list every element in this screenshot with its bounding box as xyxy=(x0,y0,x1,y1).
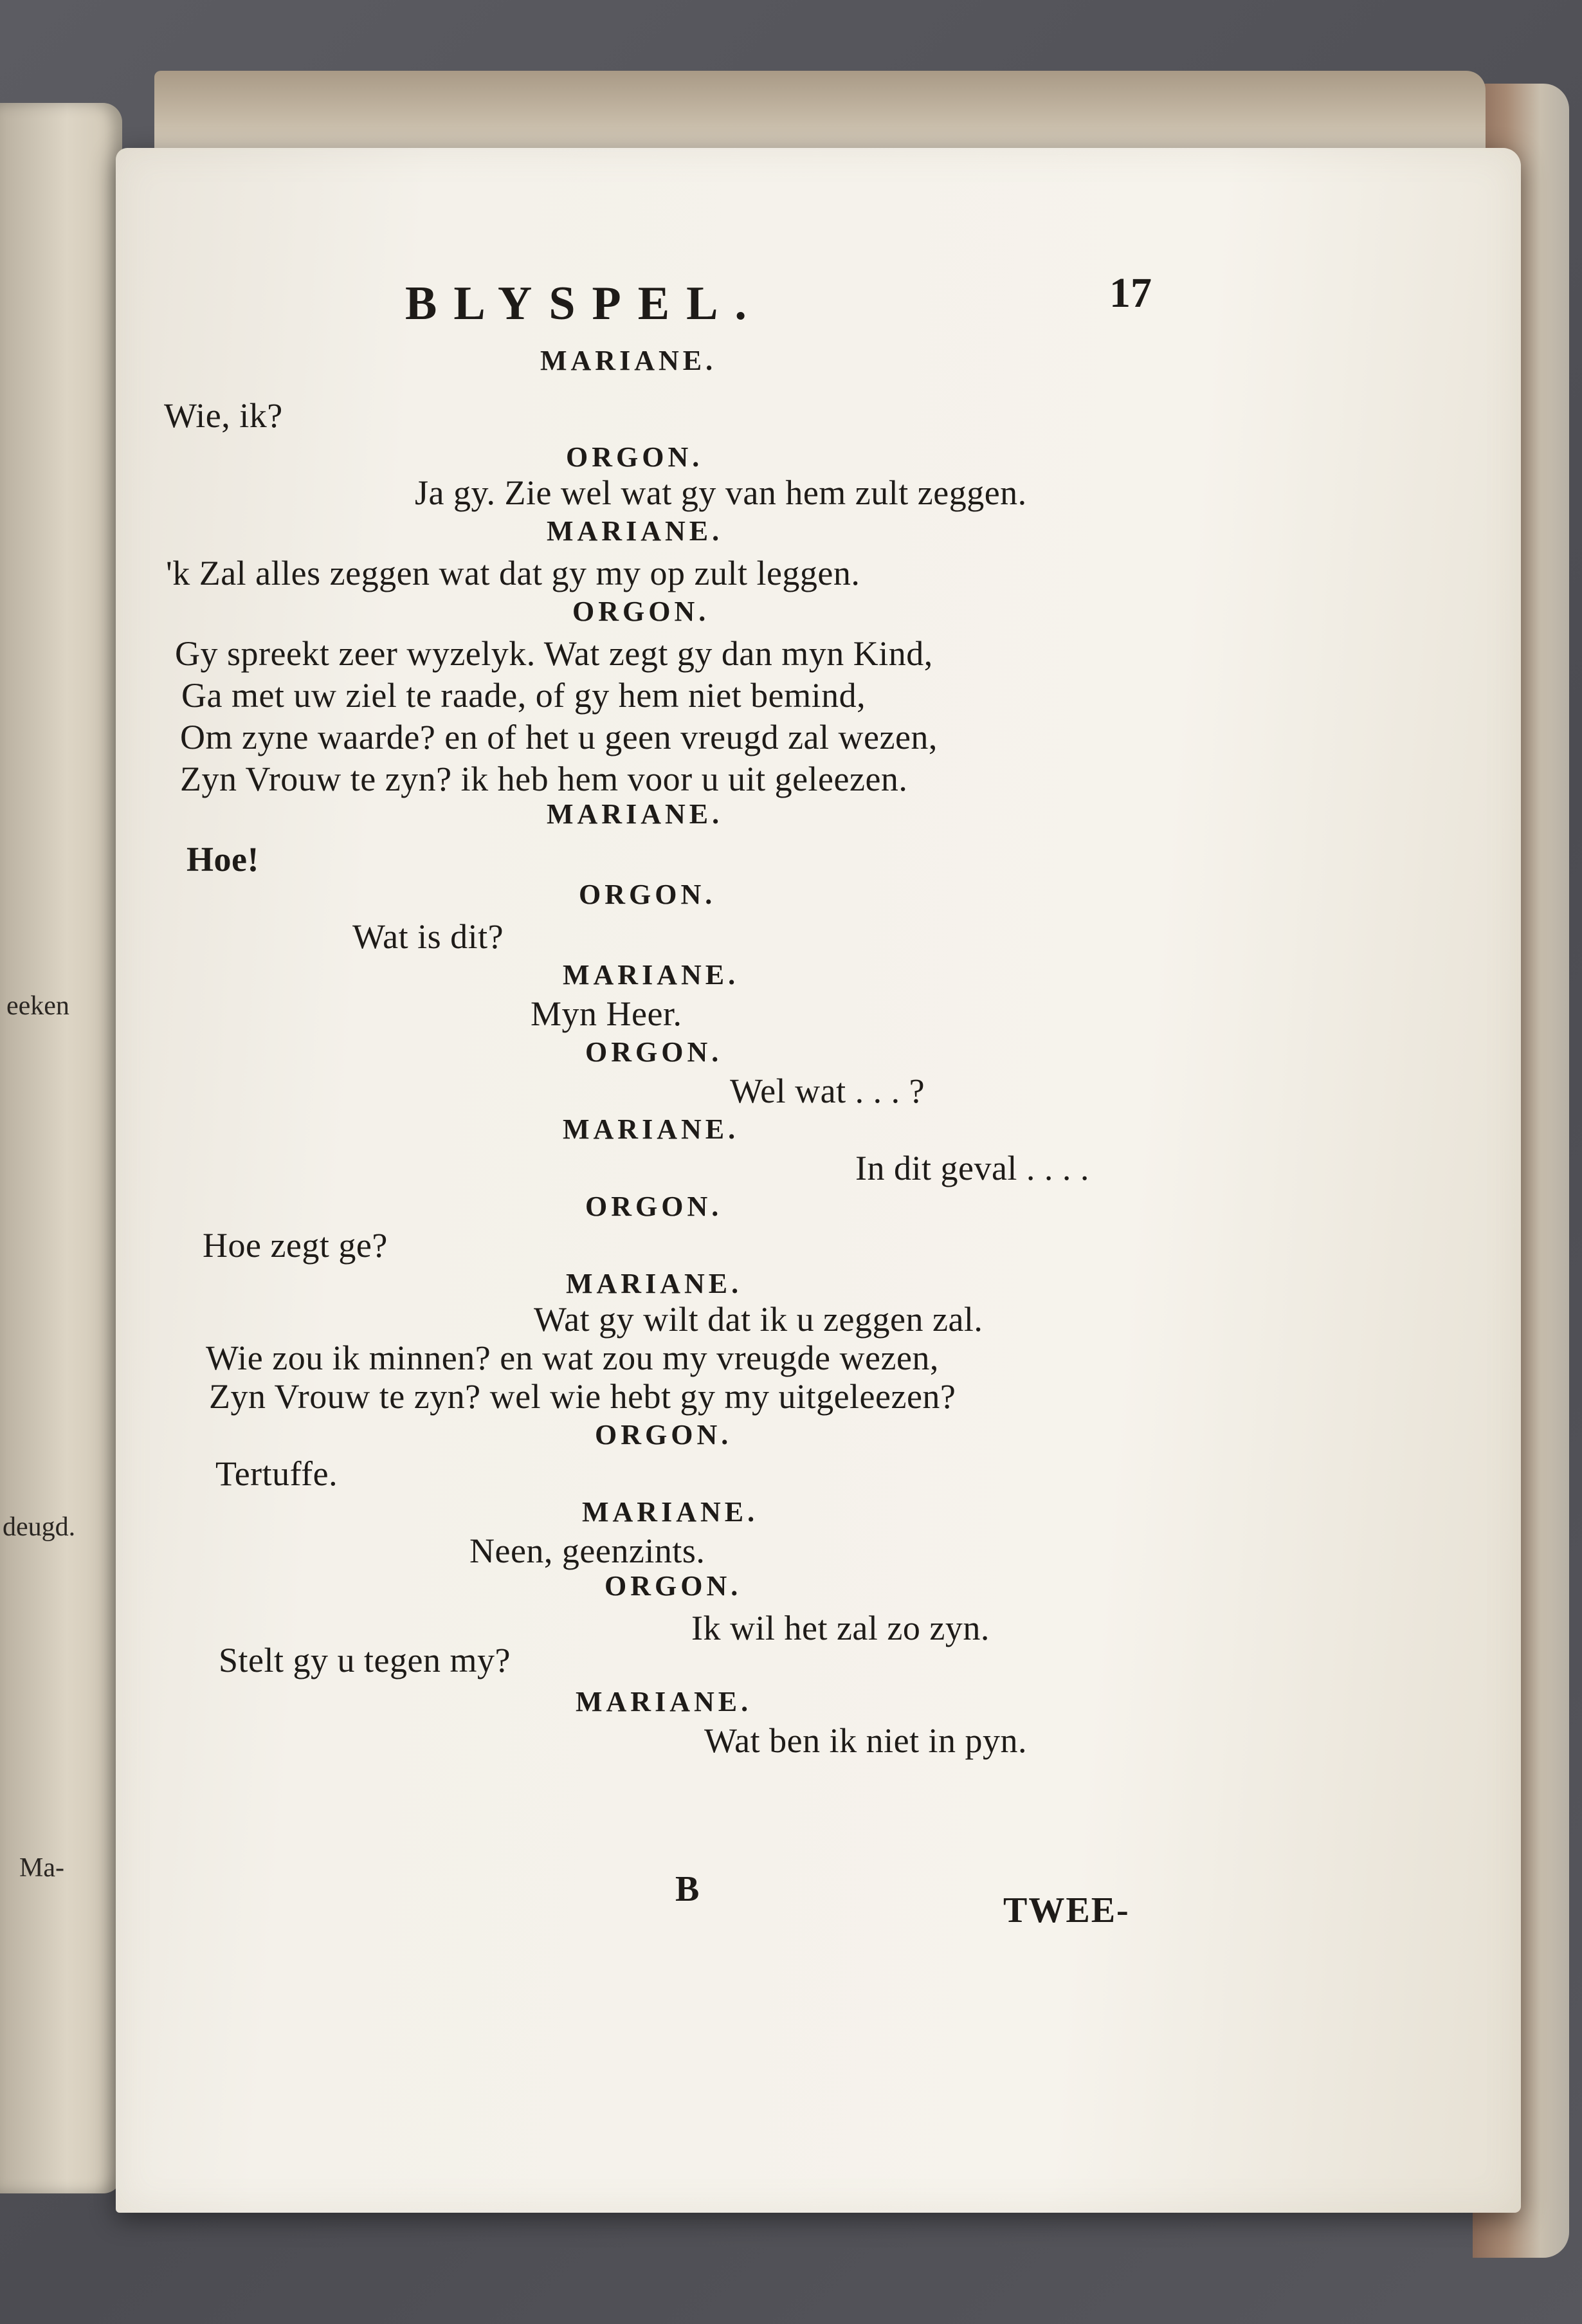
speaker-name: MARIANE. xyxy=(566,1268,743,1299)
verse-line: In dit geval . . . . xyxy=(855,1149,1089,1187)
page-number: 17 xyxy=(1109,270,1152,316)
verse-line: Hoe! xyxy=(186,840,259,879)
verse-line: Wat is dit? xyxy=(352,917,504,956)
left-page-fragment: eeken xyxy=(6,991,69,1021)
speaker-name: MARIANE. xyxy=(563,1113,740,1145)
verse-line: Ga met uw ziel te raade, of gy hem niet bemind, xyxy=(181,676,866,715)
verse-line: Tertuffe. xyxy=(215,1454,338,1493)
verse-line: Myn Heer. xyxy=(531,994,682,1033)
verse-line: Hoe zegt ge? xyxy=(203,1226,388,1265)
speaker-name: MARIANE. xyxy=(563,959,740,991)
verse-line: Wie, ik? xyxy=(164,396,283,435)
verse-line: Stelt gy u tegen my? xyxy=(219,1641,511,1679)
verse-line: Zyn Vrouw te zyn? wel wie hebt gy my uitgeleezen? xyxy=(209,1377,956,1416)
speaker-name: ORGON. xyxy=(605,1570,742,1602)
speaker-name: ORGON. xyxy=(566,441,704,473)
speaker-name: ORGON. xyxy=(585,1191,723,1222)
verse-line: Neen, geenzints. xyxy=(469,1532,705,1570)
speaker-name: MARIANE. xyxy=(547,798,723,830)
verse-line: 'k Zal alles zeggen wat dat gy my op zult leggen. xyxy=(166,554,860,592)
speaker-name: MARIANE. xyxy=(540,345,717,376)
signature-mark: B xyxy=(675,1869,700,1909)
verse-line: Ja gy. Zie wel wat gy van hem zult zeggen. xyxy=(415,473,1027,512)
verse-line: Wat ben ik niet in pyn. xyxy=(704,1721,1028,1760)
left-page-fragment: Ma- xyxy=(19,1853,64,1883)
left-page xyxy=(0,103,122,2193)
speaker-name: MARIANE. xyxy=(582,1496,759,1528)
speaker-name: MARIANE. xyxy=(576,1686,752,1717)
catchword: TWEE- xyxy=(1003,1890,1130,1930)
running-title: BLYSPEL. xyxy=(405,277,763,330)
book-page xyxy=(116,148,1521,2213)
verse-line: Wie zou ik minnen? en wat zou my vreugde wezen, xyxy=(206,1339,939,1377)
verse-line: Om zyne waarde? en of het u geen vreugd zal wezen, xyxy=(180,718,938,756)
verse-line: Zyn Vrouw te zyn? ik heb hem voor u uit geleezen. xyxy=(180,760,908,798)
speaker-name: ORGON. xyxy=(579,879,716,910)
speaker-name: ORGON. xyxy=(595,1419,732,1450)
left-page-fragment: deugd. xyxy=(3,1512,76,1542)
speaker-name: ORGON. xyxy=(572,596,710,627)
speaker-name: MARIANE. xyxy=(547,515,723,547)
verse-line: Wat gy wilt dat ik u zeggen zal. xyxy=(534,1300,983,1339)
verse-line: Wel wat . . . ? xyxy=(730,1072,925,1110)
verse-line: Ik wil het zal zo zyn. xyxy=(691,1609,990,1647)
speaker-name: ORGON. xyxy=(585,1036,723,1068)
verse-line: Gy spreekt zeer wyzelyk. Wat zegt gy dan myn Kind, xyxy=(175,634,933,673)
